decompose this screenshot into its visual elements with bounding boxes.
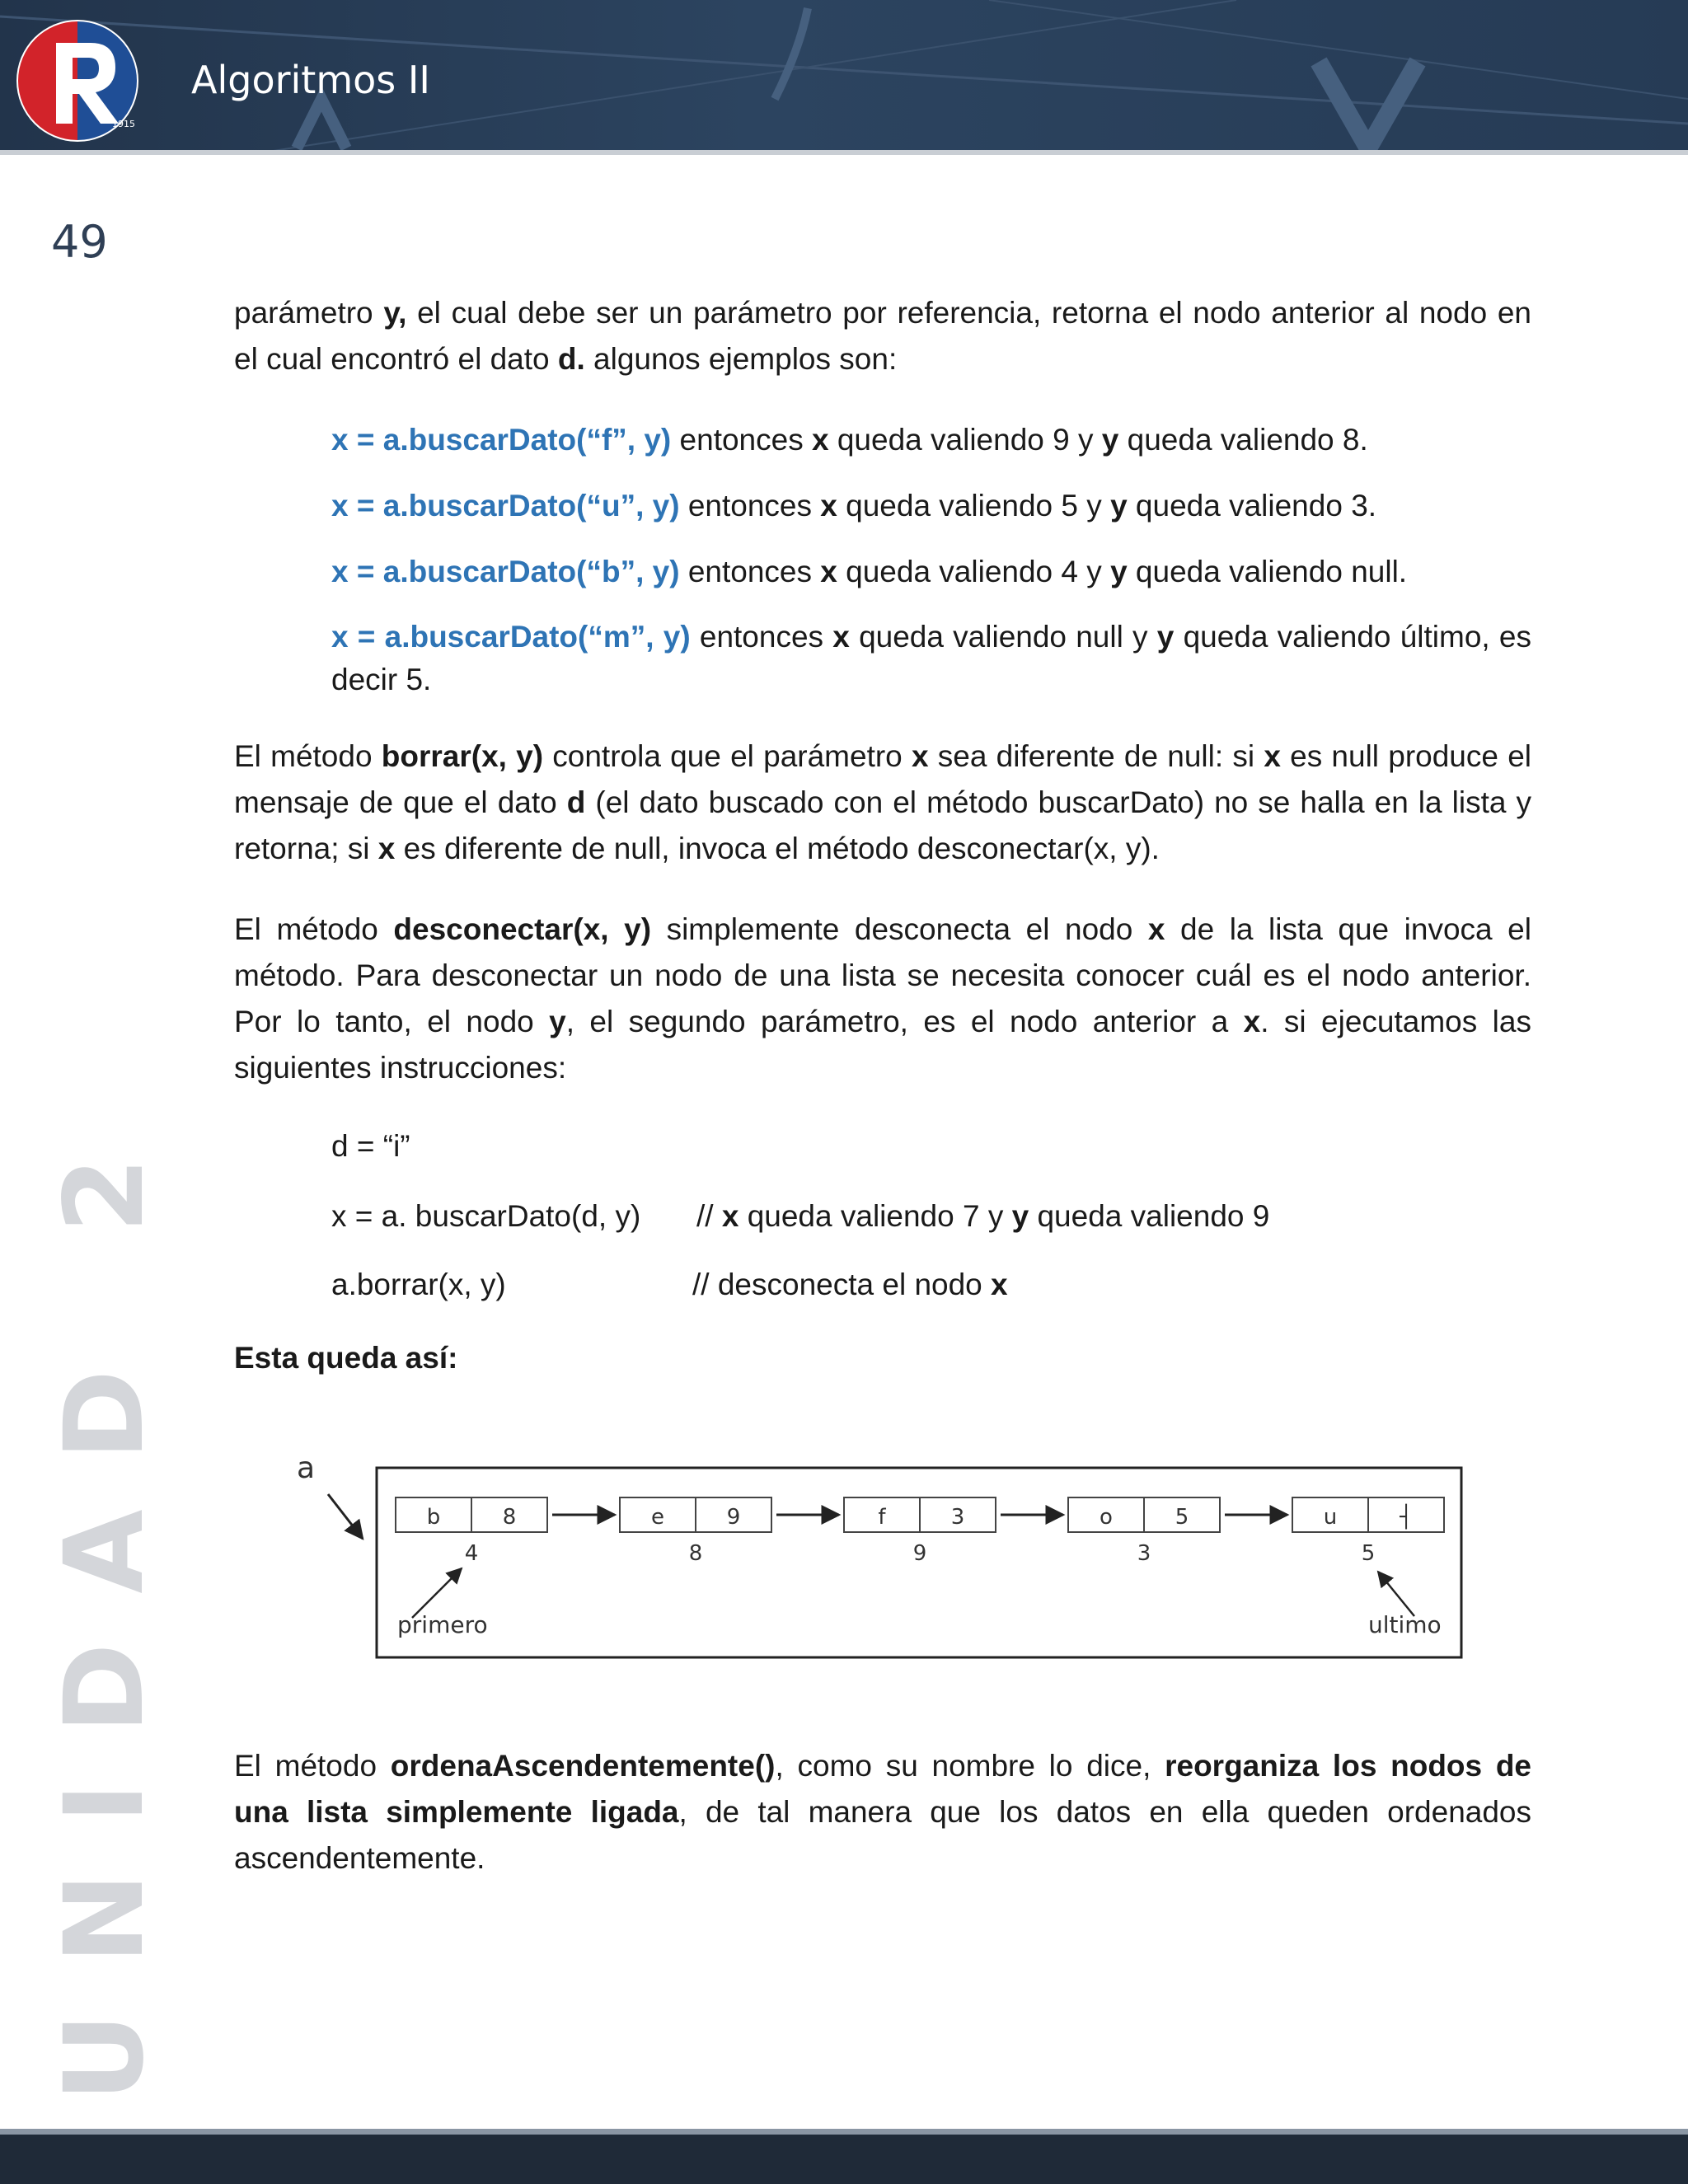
list-node-4 [1068, 1497, 1220, 1566]
svg-text:e: e [651, 1505, 664, 1530]
university-logo [15, 18, 140, 143]
svg-text:5: 5 [1175, 1505, 1189, 1530]
head-pointer-label: a [297, 1451, 316, 1485]
intro-paragraph: parámetro y, el cual debe ser un parámetro por referencia, retorna el nodo anterior al nodo en el cual encontró el dato d. algunos ejemplos son: [234, 296, 1531, 376]
svg-text:9: 9 [726, 1505, 741, 1530]
svg-text:3: 3 [1137, 1541, 1151, 1566]
example-1: x = a.buscarDato(“f”, y) entonces x queda valiendo 9 y y queda valiendo 8. [331, 423, 1368, 457]
list-node-2 [620, 1497, 771, 1566]
borrar-paragraph: El método borrar(x, y) controla que el parámetro x sea diferente de null: si x es null produce el mensaje de que el dato d (el dato buscado con el método buscarDato) no se halla en la lista y retorna; si x es diferente de null, invoca el método desconectar(x, y). [234, 739, 1531, 865]
list-node-3 [844, 1497, 996, 1566]
svg-text:o: o [1100, 1505, 1113, 1530]
last-pointer-arrow [1378, 1572, 1414, 1616]
code-line-1: d = “i” [331, 1129, 410, 1163]
code-line-3-comment: // desconecta el nodo x [692, 1268, 1008, 1301]
logo-year: 1915 [112, 119, 135, 129]
ordena-paragraph: El método ordenaAscendentemente(), como su nombre lo dice, reorganiza los nodos de una lista simplemente ligada, de tal manera que los datos en ella queden ordenados ascendentemente. [234, 1749, 1532, 1875]
svg-text:5: 5 [1361, 1541, 1376, 1566]
linked-list-diagram [288, 1438, 1475, 1677]
code-line-2-comment: // x queda valiendo 7 y y queda valiendo 9 [696, 1199, 1270, 1233]
svg-text:u: u [1323, 1505, 1338, 1530]
code-line-3: a.borrar(x, y) [331, 1268, 506, 1301]
list-node-1 [396, 1497, 547, 1566]
page-number: 49 [51, 216, 108, 268]
example-3: x = a.buscarDato(“b”, y) entonces x queda valiendo 4 y y queda valiendo null. [331, 555, 1408, 588]
course-title: Algoritmos II [191, 58, 430, 102]
svg-text:b: b [426, 1505, 441, 1530]
svg-text:8: 8 [502, 1505, 517, 1530]
last-label: ultimo [1368, 1611, 1442, 1638]
svg-text:┤: ┤ [1400, 1505, 1413, 1530]
first-label: primero [397, 1611, 488, 1638]
example-4: x = a.buscarDato(“m”, y) entonces x queda valiendo null y y queda valiendo último, es decir 5. [331, 620, 1531, 696]
code-line-2: x = a. buscarDato(d, y) [331, 1199, 641, 1233]
footer-divider [0, 2129, 1688, 2135]
desconectar-paragraph: El método desconectar(x, y) simplemente desconecta el nodo x de la lista que invoca el método. Para desconectar un nodo de una lista se necesita conocer cuál es el nodo anterior. Por lo tanto, el nodo y, el segundo parámetro, es el nodo anterior a x. si ejecutamos las siguientes instrucciones: [234, 912, 1531, 1085]
list-node-5 [1292, 1497, 1444, 1566]
svg-text:3: 3 [950, 1505, 965, 1530]
header-divider [0, 150, 1688, 155]
page-header [0, 0, 1688, 155]
result-heading: Esta queda así: [234, 1341, 458, 1375]
page-footer [0, 2135, 1688, 2184]
svg-text:8: 8 [688, 1541, 703, 1566]
svg-text:f: f [878, 1505, 886, 1530]
example-2: x = a.buscarDato(“u”, y) entonces x queda valiendo 5 y y queda valiendo 3. [331, 489, 1377, 523]
svg-text:9: 9 [912, 1541, 927, 1566]
svg-text:4: 4 [464, 1541, 479, 1566]
head-pointer-arrow [328, 1494, 363, 1539]
first-pointer-arrow [412, 1568, 462, 1618]
unit-side-label: UNIDAD 2 [41, 1108, 168, 2102]
